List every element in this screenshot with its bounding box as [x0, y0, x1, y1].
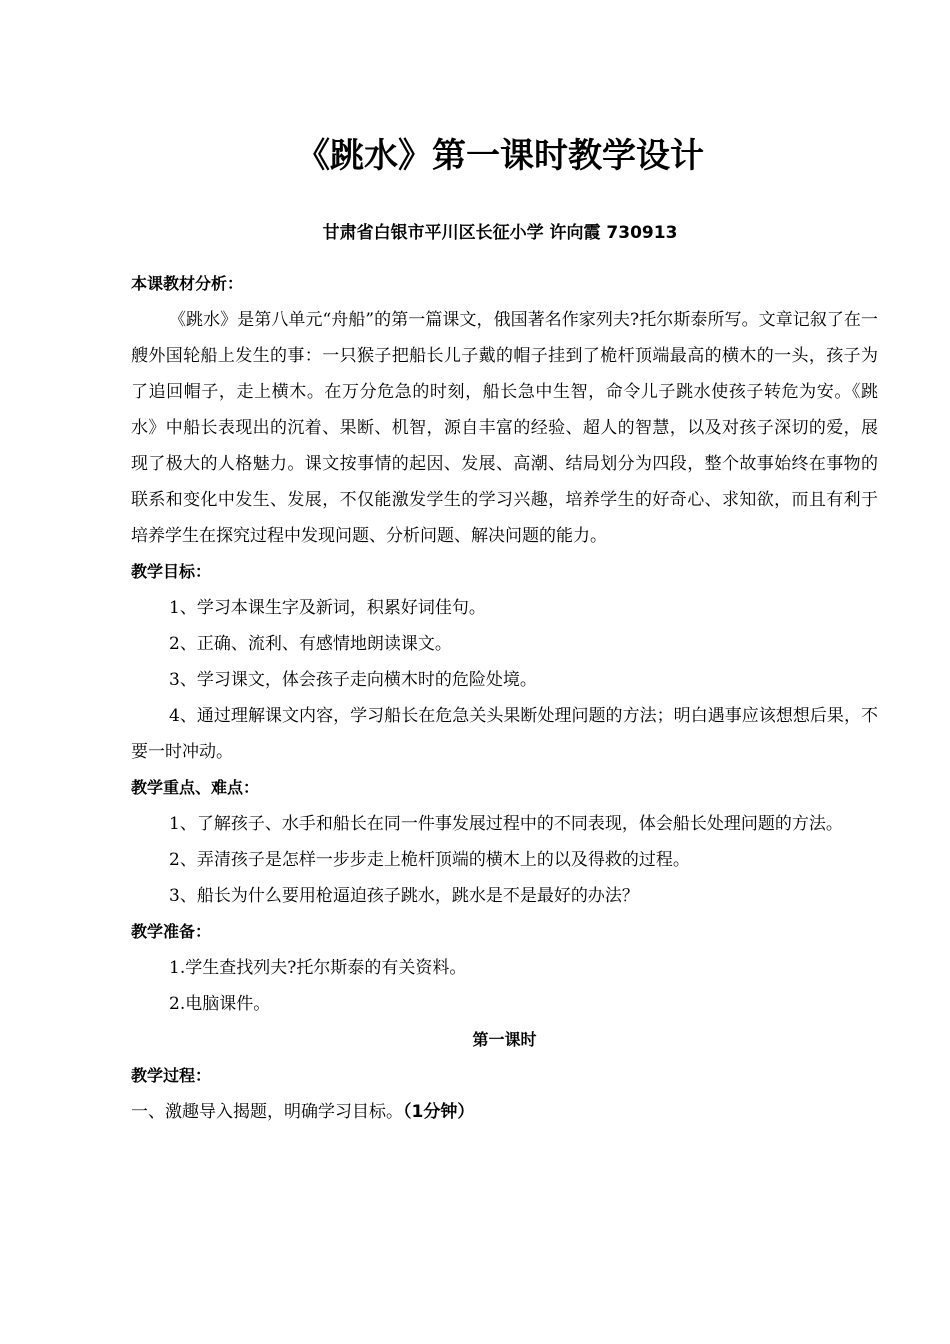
goals-heading: 教学目标：: [131, 562, 212, 581]
process-heading: 教学过程：: [131, 1066, 212, 1085]
analysis-heading: 本课教材分析：: [131, 274, 244, 293]
prep-heading: 教学准备：: [131, 922, 212, 941]
analysis-paragraph: 《跳水》是第八单元“舟船”的第一篇课文，俄国著名作家列夫?托尔斯泰所写。文章记叙了在一艘外国轮船上发生的事：一只猴子把船长儿子戴的帽子挂到了桅杆顶端最高的横木的一头，孩子为了追回帽子，走上横木。在万分危急的时刻，船长急中生智，命令儿子跳水使孩子转危为安。《跳水》中船长表现出的沉着、果断、机智，源自丰富的经验、超人的智慧，以及对孩子深切的爱，展现了极大的人格魅力。课文按事情的起因、发展、高潮、结局划分为四段，整个故事始终在事物的联系和变化中发生、发展，不仅能激发学生的学习兴趣，培养学生的好奇心、求知欲，而且有利于培养学生在探究过程中发现问题、分析问题、解决问题的能力。: [131, 310, 878, 546]
process-step: [131, 1094, 878, 1130]
prep-item: 1.学生查找列夫?托尔斯泰的有关资料。: [169, 958, 467, 978]
goal-item: 1、学习本课生字及新词，积累好词佳句。: [169, 598, 486, 618]
process-step-text: 一、激趣导入揭题，明确学习目标。: [131, 1102, 403, 1122]
process-step-time: （1分钟）: [403, 1102, 475, 1122]
keypoint-item: 2、弄清孩子是怎样一步步走上桅杆顶端的横木上的以及得救的过程。: [169, 850, 690, 870]
author-line: 甘肃省白银市平川区长征小学 许向霞 730913: [322, 223, 678, 243]
lesson-heading: 第一课时: [472, 1030, 537, 1049]
keypoint-item: 1、了解孩子、水手和船长在同一件事发展过程中的不同表现，体会船长处理问题的方法。: [169, 814, 843, 834]
goal-item: 4、通过理解课文内容，学习船长在危急关头果断处理问题的方法；明白遇事应该想想后果，不要一时冲动。: [131, 706, 878, 762]
document-body: [131, 266, 878, 1130]
keypoint-item: 3、船长为什么要用枪逼迫孩子跳水，跳水是不是最好的办法？: [169, 886, 639, 906]
document-title: 《跳水》第一课时教学设计: [296, 136, 704, 176]
keypoints-heading: 教学重点、难点：: [131, 778, 260, 797]
goal-item: 2、正确、流利、有感情地朗读课文。: [169, 634, 452, 654]
prep-item: 2.电脑课件。: [169, 994, 271, 1014]
goal-item: 3、学习课文，体会孩子走向横木时的危险处境。: [169, 670, 537, 690]
